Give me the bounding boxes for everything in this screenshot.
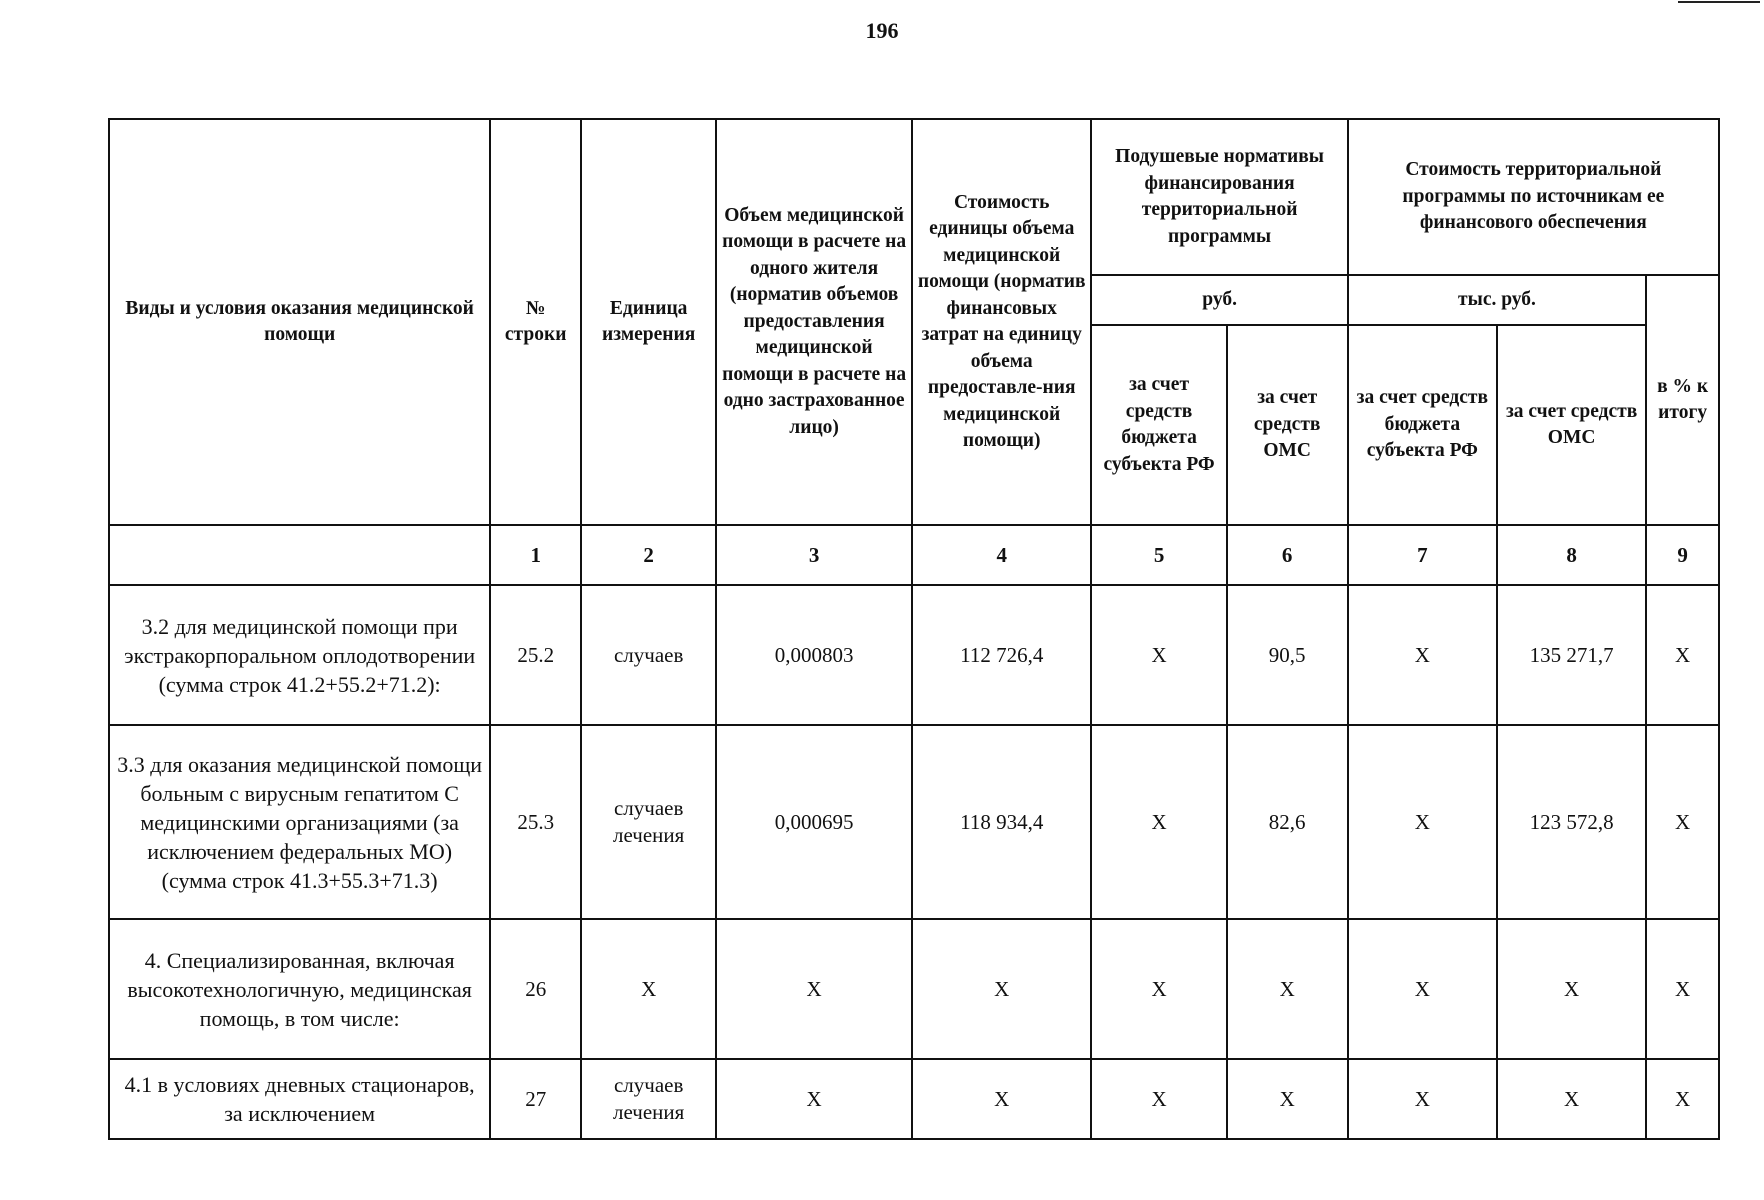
column-number: 1 (490, 525, 581, 585)
header-row-1 (109, 119, 1719, 275)
row-number: 26 (490, 919, 581, 1059)
program-cost-table (108, 118, 1720, 1140)
header-oms: за счет средств ОМС (1227, 325, 1348, 525)
header-cost: Стоимость единицы объема медицинской помощи (норматив финансовых затрат на единицу объема предоставле-ния медицинской помощи) (912, 119, 1092, 525)
row-cost: X (912, 919, 1092, 1059)
column-number: 4 (912, 525, 1092, 585)
header-row-no: № строки (490, 119, 581, 525)
table-row (109, 725, 1719, 919)
row-label: 4. Специализированная, включая высокотехнологичную, медицинская помощь, в том числе: (109, 919, 490, 1059)
column-number: 6 (1227, 525, 1348, 585)
row-label: 3.3 для оказания медицинской помощи больным с вирусным гепатитом С медицинскими организациями (за исключением федеральных МО) (сумма строк 41.3+55.3+71.3) (109, 725, 490, 919)
column-number: 2 (581, 525, 716, 585)
row-volume: X (716, 1059, 912, 1139)
column-number-blank (109, 525, 490, 585)
header-budget-rf-2: за счет средств бюджета субъекта РФ (1348, 325, 1497, 525)
table-row (109, 1059, 1719, 1139)
header-oms-2: за счет средств ОМС (1497, 325, 1646, 525)
row-label: 3.2 для медицинской помощи при экстракорпоральном оплодотворении (сумма строк 41.2+55.2+71.2): (109, 585, 490, 725)
row-c6: 90,5 (1227, 585, 1348, 725)
row-c8: X (1497, 1059, 1646, 1139)
row-c8: 123 572,8 (1497, 725, 1646, 919)
header-type: Виды и условия оказания медицинской помощи (109, 119, 490, 525)
header-per-capita: Подушевые нормативы финансирования территориальной программы (1091, 119, 1347, 275)
row-unit: случаев лечения (581, 725, 716, 919)
row-cost: 118 934,4 (912, 725, 1092, 919)
row-c9: X (1646, 1059, 1719, 1139)
row-c7: X (1348, 919, 1497, 1059)
row-c7: X (1348, 725, 1497, 919)
page-number: 196 (865, 18, 899, 43)
column-number: 7 (1348, 525, 1497, 585)
row-cost: X (912, 1059, 1092, 1139)
row-c5: X (1091, 1059, 1226, 1139)
row-c5: X (1091, 725, 1226, 919)
row-volume: 0,000803 (716, 585, 912, 725)
header-percent: в % к итогу (1646, 275, 1719, 525)
row-label: 4.1 в условиях дневных стационаров, за исключением (109, 1059, 490, 1139)
row-cost: 112 726,4 (912, 585, 1092, 725)
row-c6: X (1227, 919, 1348, 1059)
row-c7: X (1348, 1059, 1497, 1139)
row-number: 25.2 (490, 585, 581, 725)
row-number: 27 (490, 1059, 581, 1139)
row-c7: X (1348, 585, 1497, 725)
column-number: 5 (1091, 525, 1226, 585)
row-unit: случаев (581, 585, 716, 725)
column-number: 3 (716, 525, 912, 585)
row-c9: X (1646, 725, 1719, 919)
row-c9: X (1646, 919, 1719, 1059)
row-c6: X (1227, 1059, 1348, 1139)
column-number: 9 (1646, 525, 1719, 585)
row-number: 25.3 (490, 725, 581, 919)
column-numbers-row (109, 525, 1719, 585)
row-unit: X (581, 919, 716, 1059)
row-volume: 0,000695 (716, 725, 912, 919)
row-volume: X (716, 919, 912, 1059)
row-c8: X (1497, 919, 1646, 1059)
header-volume: Объем медицинской помощи в расчете на одного жителя (норматив объемов предоставления медицинской помощи в расчете на одно застрахованное лицо) (716, 119, 912, 525)
header-budget-rf: за счет средств бюджета субъекта РФ (1091, 325, 1226, 525)
table-row (109, 585, 1719, 725)
column-number: 8 (1497, 525, 1646, 585)
row-c6: 82,6 (1227, 725, 1348, 919)
table-row (109, 919, 1719, 1059)
header-unit: Единица измерения (581, 119, 716, 525)
header-program-cost: Стоимость территориальной программы по источникам ее финансового обеспечения (1348, 119, 1719, 275)
row-unit: случаев лечения (581, 1059, 716, 1139)
row-c8: 135 271,7 (1497, 585, 1646, 725)
header-thous-rub: тыс. руб. (1348, 275, 1647, 325)
row-c5: X (1091, 585, 1226, 725)
corner-mark (1678, 1, 1760, 3)
header-rub: руб. (1091, 275, 1347, 325)
row-c5: X (1091, 919, 1226, 1059)
row-c9: X (1646, 585, 1719, 725)
